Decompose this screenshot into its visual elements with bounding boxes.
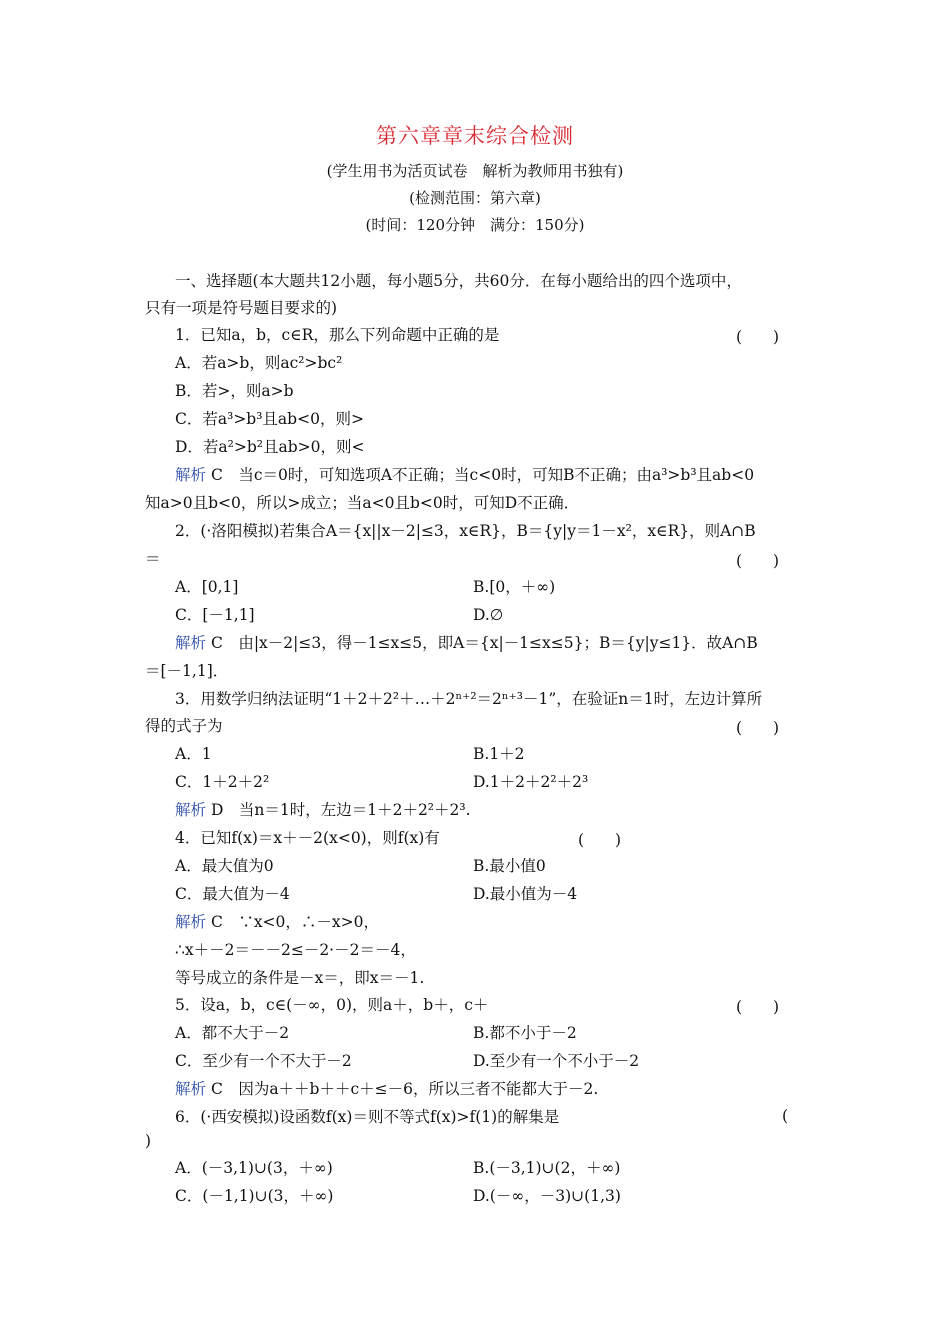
q2-analysis-line1: [175, 633, 758, 653]
page-title: 第六章章末综合检测: [376, 124, 574, 148]
q4-analysis-line3: 等号成立的条件是－x＝，即x＝－1.: [175, 969, 425, 987]
q5-option-c: C．至少有一个不大于－2: [175, 1052, 352, 1070]
q3-analysis-text: D 当n＝1时，左边＝1＋2＋2²＋2³.: [210, 801, 471, 819]
q5-option-a: A．都不大于－2: [175, 1024, 290, 1042]
q3-answer-paren: ( ): [736, 719, 780, 737]
q1-option-b: B．若>，则a>b: [175, 382, 294, 400]
q1-option-c: C．若a³>b³且ab<0，则>: [175, 410, 364, 428]
q5-answer-paren: ( ): [736, 998, 780, 1016]
q2-analysis-line2: ＝[－1,1]．: [145, 662, 229, 680]
analysis-label: 解析: [175, 801, 207, 819]
q6-option-c: C．(－1,1)∪(3，＋∞): [175, 1187, 334, 1205]
q1-stem: 1．已知a，b，c∈R，那么下列命题中正确的是: [175, 326, 500, 344]
q2-option-c: C．[－1,1]: [175, 606, 255, 624]
q6-option-b: B.(－3,1)∪(2，＋∞): [473, 1159, 621, 1177]
analysis-label: 解析: [175, 913, 207, 931]
section-heading-line1: 一、选择题(本大题共12小题，每小题5分，共60分．在每小题给出的四个选项中，: [175, 272, 742, 290]
q2-option-d: D.∅: [473, 606, 504, 624]
q2-option-a: A．[0,1]: [175, 578, 239, 596]
q1-analysis-line2: 知a>0且b<0，所以>成立；当a<0且b<0时，可知D不正确．: [145, 494, 580, 512]
analysis-label: 解析: [175, 466, 207, 484]
q4-analysis-line2: ∴x＋－2＝－－2≤－2·－2＝－4，: [175, 941, 416, 959]
q4-option-a: A．最大值为0: [175, 857, 274, 875]
q4-analysis-text1: C ∵x<0，∴－x>0，: [210, 913, 379, 931]
q3-stem-line2: 得的式子为: [145, 717, 223, 735]
q1-analysis-line1: [175, 465, 754, 485]
q4-stem: 4．已知f(x)＝x＋－2(x<0)，则f(x)有: [175, 829, 440, 847]
q3-analysis: [175, 800, 471, 820]
q6-option-d: D.(－∞，－3)∪(1,3): [473, 1187, 621, 1205]
q3-option-b: B.1＋2: [473, 745, 525, 763]
q4-option-b: B.最小值0: [473, 857, 546, 875]
q1-option-a: A．若a>b，则ac²>bc²: [175, 354, 343, 372]
q6-stem: 6．(·西安模拟)设函数f(x)＝则不等式f(x)>f(1)的解集是: [175, 1108, 560, 1126]
q6-paren-open: (: [782, 1107, 789, 1125]
q5-option-b: B.都不小于－2: [473, 1024, 577, 1042]
q6-paren-close: ): [145, 1132, 152, 1150]
q5-option-d: D.至少有一个不小于－2: [473, 1052, 640, 1070]
subtitle-note: (学生用书为活页试卷 解析为教师用书独有): [326, 162, 624, 180]
q4-answer-paren: ( ): [578, 831, 622, 849]
q5-analysis: [175, 1079, 598, 1099]
q1-option-d: D．若a²>b²且ab>0，则<: [175, 438, 365, 456]
q5-stem: 5．设a，b，c∈(－∞，0)，则a＋，b＋，c＋: [175, 996, 489, 1014]
q3-option-a: A．1: [175, 745, 212, 763]
q1-analysis-text1: C 当c＝0时，可知选项A不正确；当c<0时，可知B不正确；由a³>b³且ab<0: [210, 466, 755, 484]
q2-answer-paren: ( ): [736, 552, 780, 570]
analysis-label: 解析: [175, 634, 207, 652]
subtitle-time: (时间：120分钟 满分：150分): [365, 216, 585, 234]
q3-option-d: D.1＋2＋2²＋2³: [473, 773, 589, 791]
q4-analysis-line1: [175, 912, 379, 932]
q2-stem-line1: 2．(·洛阳模拟)若集合A＝{x||x－2|≤3，x∈R}，B＝{y|y＝1－x²，x∈R}，则A∩B: [175, 522, 756, 540]
q3-stem-line1: 3．用数学归纳法证明“1＋2＋2²＋…＋2ⁿ⁺²＝2ⁿ⁺³－1”，在验证n＝1时，左边计算所: [175, 690, 763, 708]
q2-analysis-text1: C 由|x－2|≤3，得－1≤x≤5，即A＝{x|－1≤x≤5}；B＝{y|y≤1}．故A∩B: [210, 634, 758, 652]
q5-analysis-text: C 因为a＋＋b＋＋c＋≤－6，所以三者不能都大于－2.: [210, 1080, 599, 1098]
q3-option-c: C．1＋2＋2²: [175, 773, 270, 791]
q1-answer-paren: ( ): [736, 328, 780, 346]
q2-stem-line2: ＝: [145, 550, 161, 568]
q4-option-c: C．最大值为－4: [175, 885, 290, 903]
q2-option-b: B.[0，＋∞): [473, 578, 556, 596]
analysis-label: 解析: [175, 1080, 207, 1098]
subtitle-scope: (检测范围：第六章): [409, 189, 541, 207]
section-heading-line2: 只有一项是符号题目要求的): [145, 299, 338, 317]
q6-option-a: A．(－3,1)∪(3，＋∞): [175, 1159, 333, 1177]
q4-option-d: D.最小值为－4: [473, 885, 578, 903]
